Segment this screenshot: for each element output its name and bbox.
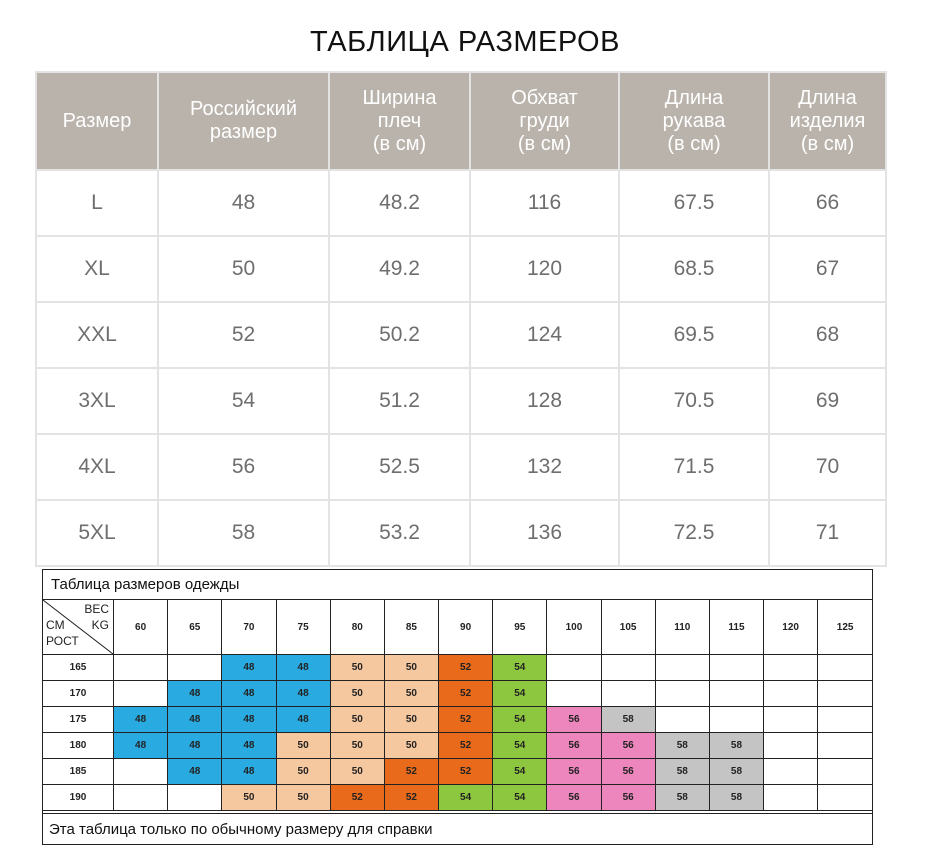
size-recommendation-cell: 52 xyxy=(439,733,493,759)
weight-height-title: Таблица размеров одежды xyxy=(43,570,872,600)
size-recommendation-cell: 54 xyxy=(493,785,547,811)
empty-cell xyxy=(818,785,872,811)
size-recommendation-cell: 48 xyxy=(222,759,276,785)
size-value-cell: 71 xyxy=(769,500,886,566)
size-recommendation-cell: 48 xyxy=(222,681,276,707)
empty-cell xyxy=(764,655,818,681)
size-label-cell: 4XL xyxy=(36,434,158,500)
size-label-cell: XXL xyxy=(36,302,158,368)
size-recommendation-cell: 58 xyxy=(709,733,763,759)
empty-cell xyxy=(601,655,655,681)
size-recommendation-cell: 56 xyxy=(601,759,655,785)
size-value-cell: 128 xyxy=(470,368,619,434)
height-label-cell: 185 xyxy=(43,759,114,785)
height-row xyxy=(43,681,872,707)
size-value-cell: 48.2 xyxy=(329,170,470,236)
header-garment-length: Длина изделия (в см) xyxy=(769,72,886,170)
size-recommendation-cell: 50 xyxy=(384,733,438,759)
corner-cell xyxy=(43,600,114,655)
size-recommendation-cell: 50 xyxy=(276,733,330,759)
weight-header-cell: 120 xyxy=(764,600,818,655)
height-row xyxy=(43,759,872,785)
size-row xyxy=(36,302,886,368)
size-recommendation-cell: 54 xyxy=(493,759,547,785)
size-recommendation-cell: 56 xyxy=(547,733,601,759)
size-recommendation-cell: 48 xyxy=(168,759,222,785)
height-label-cell: 180 xyxy=(43,733,114,759)
size-recommendation-cell: 48 xyxy=(222,707,276,733)
size-recommendation-cell: 48 xyxy=(276,707,330,733)
empty-cell xyxy=(168,785,222,811)
size-value-cell: 50.2 xyxy=(329,302,470,368)
weight-header-cell: 90 xyxy=(439,600,493,655)
size-value-cell: 52 xyxy=(158,302,329,368)
size-value-cell: 120 xyxy=(470,236,619,302)
size-value-cell: 51.2 xyxy=(329,368,470,434)
size-value-cell: 72.5 xyxy=(619,500,769,566)
size-value-cell: 66 xyxy=(769,170,886,236)
empty-cell xyxy=(764,785,818,811)
size-value-cell: 48 xyxy=(158,170,329,236)
size-recommendation-cell: 50 xyxy=(330,655,384,681)
empty-cell xyxy=(818,681,872,707)
weight-height-chart xyxy=(42,569,873,845)
empty-cell xyxy=(601,681,655,707)
size-value-cell: 67.5 xyxy=(619,170,769,236)
size-recommendation-cell: 54 xyxy=(493,733,547,759)
size-value-cell: 54 xyxy=(158,368,329,434)
empty-cell xyxy=(818,733,872,759)
height-row xyxy=(43,733,872,759)
size-value-cell: 49.2 xyxy=(329,236,470,302)
weight-header-cell: 105 xyxy=(601,600,655,655)
size-value-cell: 50 xyxy=(158,236,329,302)
size-value-cell: 70.5 xyxy=(619,368,769,434)
size-row xyxy=(36,236,886,302)
cm-label: CM xyxy=(46,618,65,632)
size-recommendation-cell: 52 xyxy=(330,785,384,811)
header-sleeve-length: Длина рукава (в см) xyxy=(619,72,769,170)
size-value-cell: 70 xyxy=(769,434,886,500)
empty-cell xyxy=(655,707,709,733)
size-recommendation-cell: 52 xyxy=(439,707,493,733)
size-recommendation-cell: 50 xyxy=(330,681,384,707)
empty-cell xyxy=(709,655,763,681)
size-value-cell: 52.5 xyxy=(329,434,470,500)
size-recommendation-cell: 48 xyxy=(276,655,330,681)
size-row xyxy=(36,368,886,434)
weight-header-cell: 115 xyxy=(709,600,763,655)
empty-cell xyxy=(114,759,168,785)
size-recommendation-cell: 54 xyxy=(493,707,547,733)
empty-cell xyxy=(709,681,763,707)
size-recommendation-cell: 48 xyxy=(276,681,330,707)
size-value-cell: 69.5 xyxy=(619,302,769,368)
empty-cell xyxy=(114,681,168,707)
size-value-cell: 136 xyxy=(470,500,619,566)
size-recommendation-cell: 58 xyxy=(655,785,709,811)
height-label-cell: 170 xyxy=(43,681,114,707)
size-value-cell: 124 xyxy=(470,302,619,368)
empty-cell xyxy=(764,733,818,759)
size-recommendation-cell: 56 xyxy=(547,759,601,785)
size-row xyxy=(36,170,886,236)
size-recommendation-cell: 50 xyxy=(384,681,438,707)
empty-cell xyxy=(547,681,601,707)
height-row xyxy=(43,707,872,733)
weight-header-cell: 85 xyxy=(384,600,438,655)
size-recommendation-cell: 54 xyxy=(493,681,547,707)
empty-cell xyxy=(709,707,763,733)
empty-cell xyxy=(168,655,222,681)
height-row xyxy=(43,785,872,811)
weight-header-cell: 75 xyxy=(276,600,330,655)
size-label-cell: XL xyxy=(36,236,158,302)
header-chest: Обхват груди (в см) xyxy=(470,72,619,170)
header-russian-size: Российский размер xyxy=(158,72,329,170)
weight-header-cell: 60 xyxy=(114,600,168,655)
size-value-cell: 69 xyxy=(769,368,886,434)
size-recommendation-cell: 58 xyxy=(709,785,763,811)
size-recommendation-cell: 52 xyxy=(439,655,493,681)
kg-label: KG xyxy=(91,618,109,632)
size-value-cell: 56 xyxy=(158,434,329,500)
size-recommendation-cell: 48 xyxy=(168,733,222,759)
weight-height-table xyxy=(43,600,872,811)
height-label: РОСТ xyxy=(46,634,79,648)
empty-cell xyxy=(114,785,168,811)
empty-cell xyxy=(547,655,601,681)
height-label-cell: 165 xyxy=(43,655,114,681)
size-value-cell: 132 xyxy=(470,434,619,500)
size-value-cell: 71.5 xyxy=(619,434,769,500)
weight-header-cell: 70 xyxy=(222,600,276,655)
height-label-cell: 190 xyxy=(43,785,114,811)
size-recommendation-cell: 50 xyxy=(384,707,438,733)
size-value-cell: 58 xyxy=(158,500,329,566)
size-row xyxy=(36,434,886,500)
size-recommendation-cell: 48 xyxy=(114,707,168,733)
size-label-cell: 5XL xyxy=(36,500,158,566)
size-value-cell: 116 xyxy=(470,170,619,236)
weight-header-cell: 80 xyxy=(330,600,384,655)
weight-header-cell: 100 xyxy=(547,600,601,655)
footnote: Эта таблица только по обычному размеру для справки xyxy=(43,813,872,844)
empty-cell xyxy=(818,655,872,681)
size-recommendation-cell: 56 xyxy=(547,785,601,811)
empty-cell xyxy=(818,707,872,733)
size-value-cell: 68 xyxy=(769,302,886,368)
size-value-cell: 53.2 xyxy=(329,500,470,566)
size-recommendation-cell: 54 xyxy=(493,655,547,681)
size-recommendation-cell: 50 xyxy=(330,707,384,733)
size-row xyxy=(36,500,886,566)
empty-cell xyxy=(818,759,872,785)
size-recommendation-cell: 52 xyxy=(384,759,438,785)
size-recommendation-cell: 56 xyxy=(601,785,655,811)
size-recommendation-cell: 58 xyxy=(655,759,709,785)
weight-header-cell: 125 xyxy=(818,600,872,655)
page-title: ТАБЛИЦА РАЗМЕРОВ xyxy=(310,26,620,58)
size-recommendation-cell: 54 xyxy=(439,785,493,811)
size-value-cell: 67 xyxy=(769,236,886,302)
weight-header-cell: 65 xyxy=(168,600,222,655)
size-table-header-row xyxy=(36,72,886,170)
size-recommendation-cell: 58 xyxy=(601,707,655,733)
size-recommendation-cell: 50 xyxy=(276,785,330,811)
size-recommendation-cell: 48 xyxy=(168,707,222,733)
size-recommendation-cell: 50 xyxy=(276,759,330,785)
size-recommendation-cell: 48 xyxy=(114,733,168,759)
height-row xyxy=(43,655,872,681)
size-table xyxy=(35,71,887,567)
size-recommendation-cell: 52 xyxy=(439,759,493,785)
size-recommendation-cell: 58 xyxy=(709,759,763,785)
size-recommendation-cell: 48 xyxy=(222,733,276,759)
size-recommendation-cell: 48 xyxy=(222,655,276,681)
weight-label: ВЕС xyxy=(84,602,109,616)
weight-header-cell: 110 xyxy=(655,600,709,655)
weight-header-row xyxy=(43,600,872,655)
weight-header-cell: 95 xyxy=(493,600,547,655)
size-recommendation-cell: 50 xyxy=(330,733,384,759)
size-recommendation-cell: 50 xyxy=(222,785,276,811)
size-value-cell: 68.5 xyxy=(619,236,769,302)
empty-cell xyxy=(764,707,818,733)
empty-cell xyxy=(114,655,168,681)
size-recommendation-cell: 50 xyxy=(330,759,384,785)
empty-cell xyxy=(655,681,709,707)
header-size: Размер xyxy=(36,72,158,170)
header-shoulder-width: Ширина плеч (в см) xyxy=(329,72,470,170)
empty-cell xyxy=(764,681,818,707)
size-recommendation-cell: 56 xyxy=(601,733,655,759)
size-recommendation-cell: 56 xyxy=(547,707,601,733)
size-recommendation-cell: 48 xyxy=(168,681,222,707)
size-label-cell: 3XL xyxy=(36,368,158,434)
size-recommendation-cell: 52 xyxy=(439,681,493,707)
size-label-cell: L xyxy=(36,170,158,236)
empty-cell xyxy=(655,655,709,681)
size-recommendation-cell: 52 xyxy=(384,785,438,811)
height-label-cell: 175 xyxy=(43,707,114,733)
empty-cell xyxy=(764,759,818,785)
size-recommendation-cell: 58 xyxy=(655,733,709,759)
size-recommendation-cell: 50 xyxy=(384,655,438,681)
